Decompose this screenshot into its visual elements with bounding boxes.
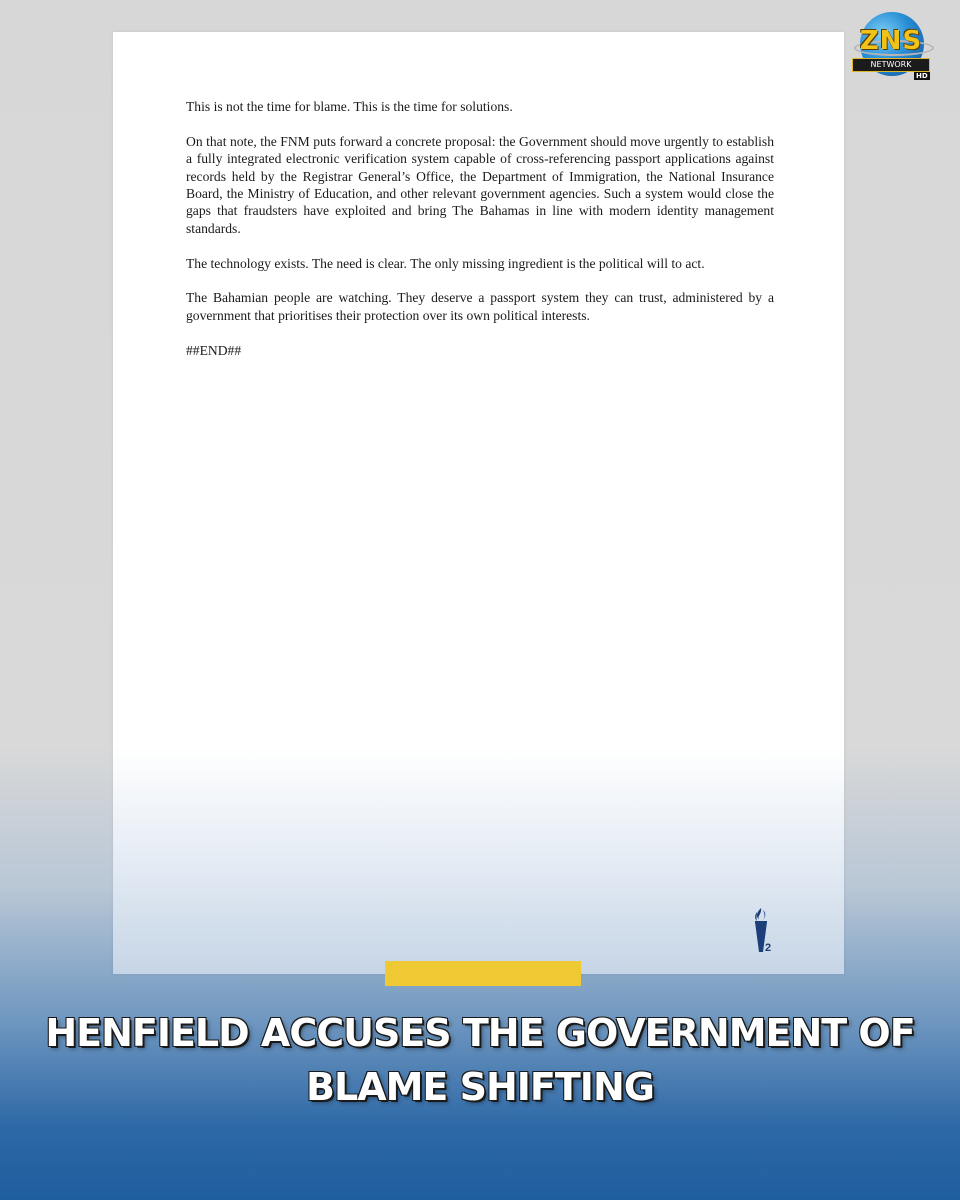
torch-icon: [745, 906, 779, 956]
document-page: [113, 32, 844, 974]
paragraph-3: The technology exists. The need is clear. The only missing ingredient is the political will to act.: [186, 255, 705, 271]
logo-network-label: NETWORK: [852, 58, 930, 72]
page-number: 2: [765, 942, 772, 954]
logo-brand: ZNS: [859, 26, 923, 56]
logo-hd-badge: HD: [916, 72, 928, 80]
zns-network-logo: [846, 12, 936, 84]
document-body: [186, 98, 774, 376]
paragraph-4: The Bahamian people are watching. They deserve a passport system they can trust, administered by a government that prioritises their protection over its own political interests.: [186, 290, 774, 323]
headline: HENFIELD ACCUSES THE GOVERNMENT OF BLAME SHIFTING: [45, 1011, 915, 1109]
end-marker: ##END##: [186, 342, 242, 358]
accent-bar: [385, 961, 581, 986]
paragraph-2: On that note, the FNM puts forward a concrete proposal: the Government should move urgently to establish a fully integrated electronic verification system capable of cross-referencing passport applications against records held by the Registrar General’s Office, the Department of Immigration, the National Insurance Board, the Ministry of Education, and other relevant government agencies. Such a system would close the gaps that fraudsters have exploited and bring The Bahamas in line with modern identity management standards.: [186, 133, 774, 236]
paragraph-1: This is not the time for blame. This is the time for solutions.: [186, 99, 513, 114]
